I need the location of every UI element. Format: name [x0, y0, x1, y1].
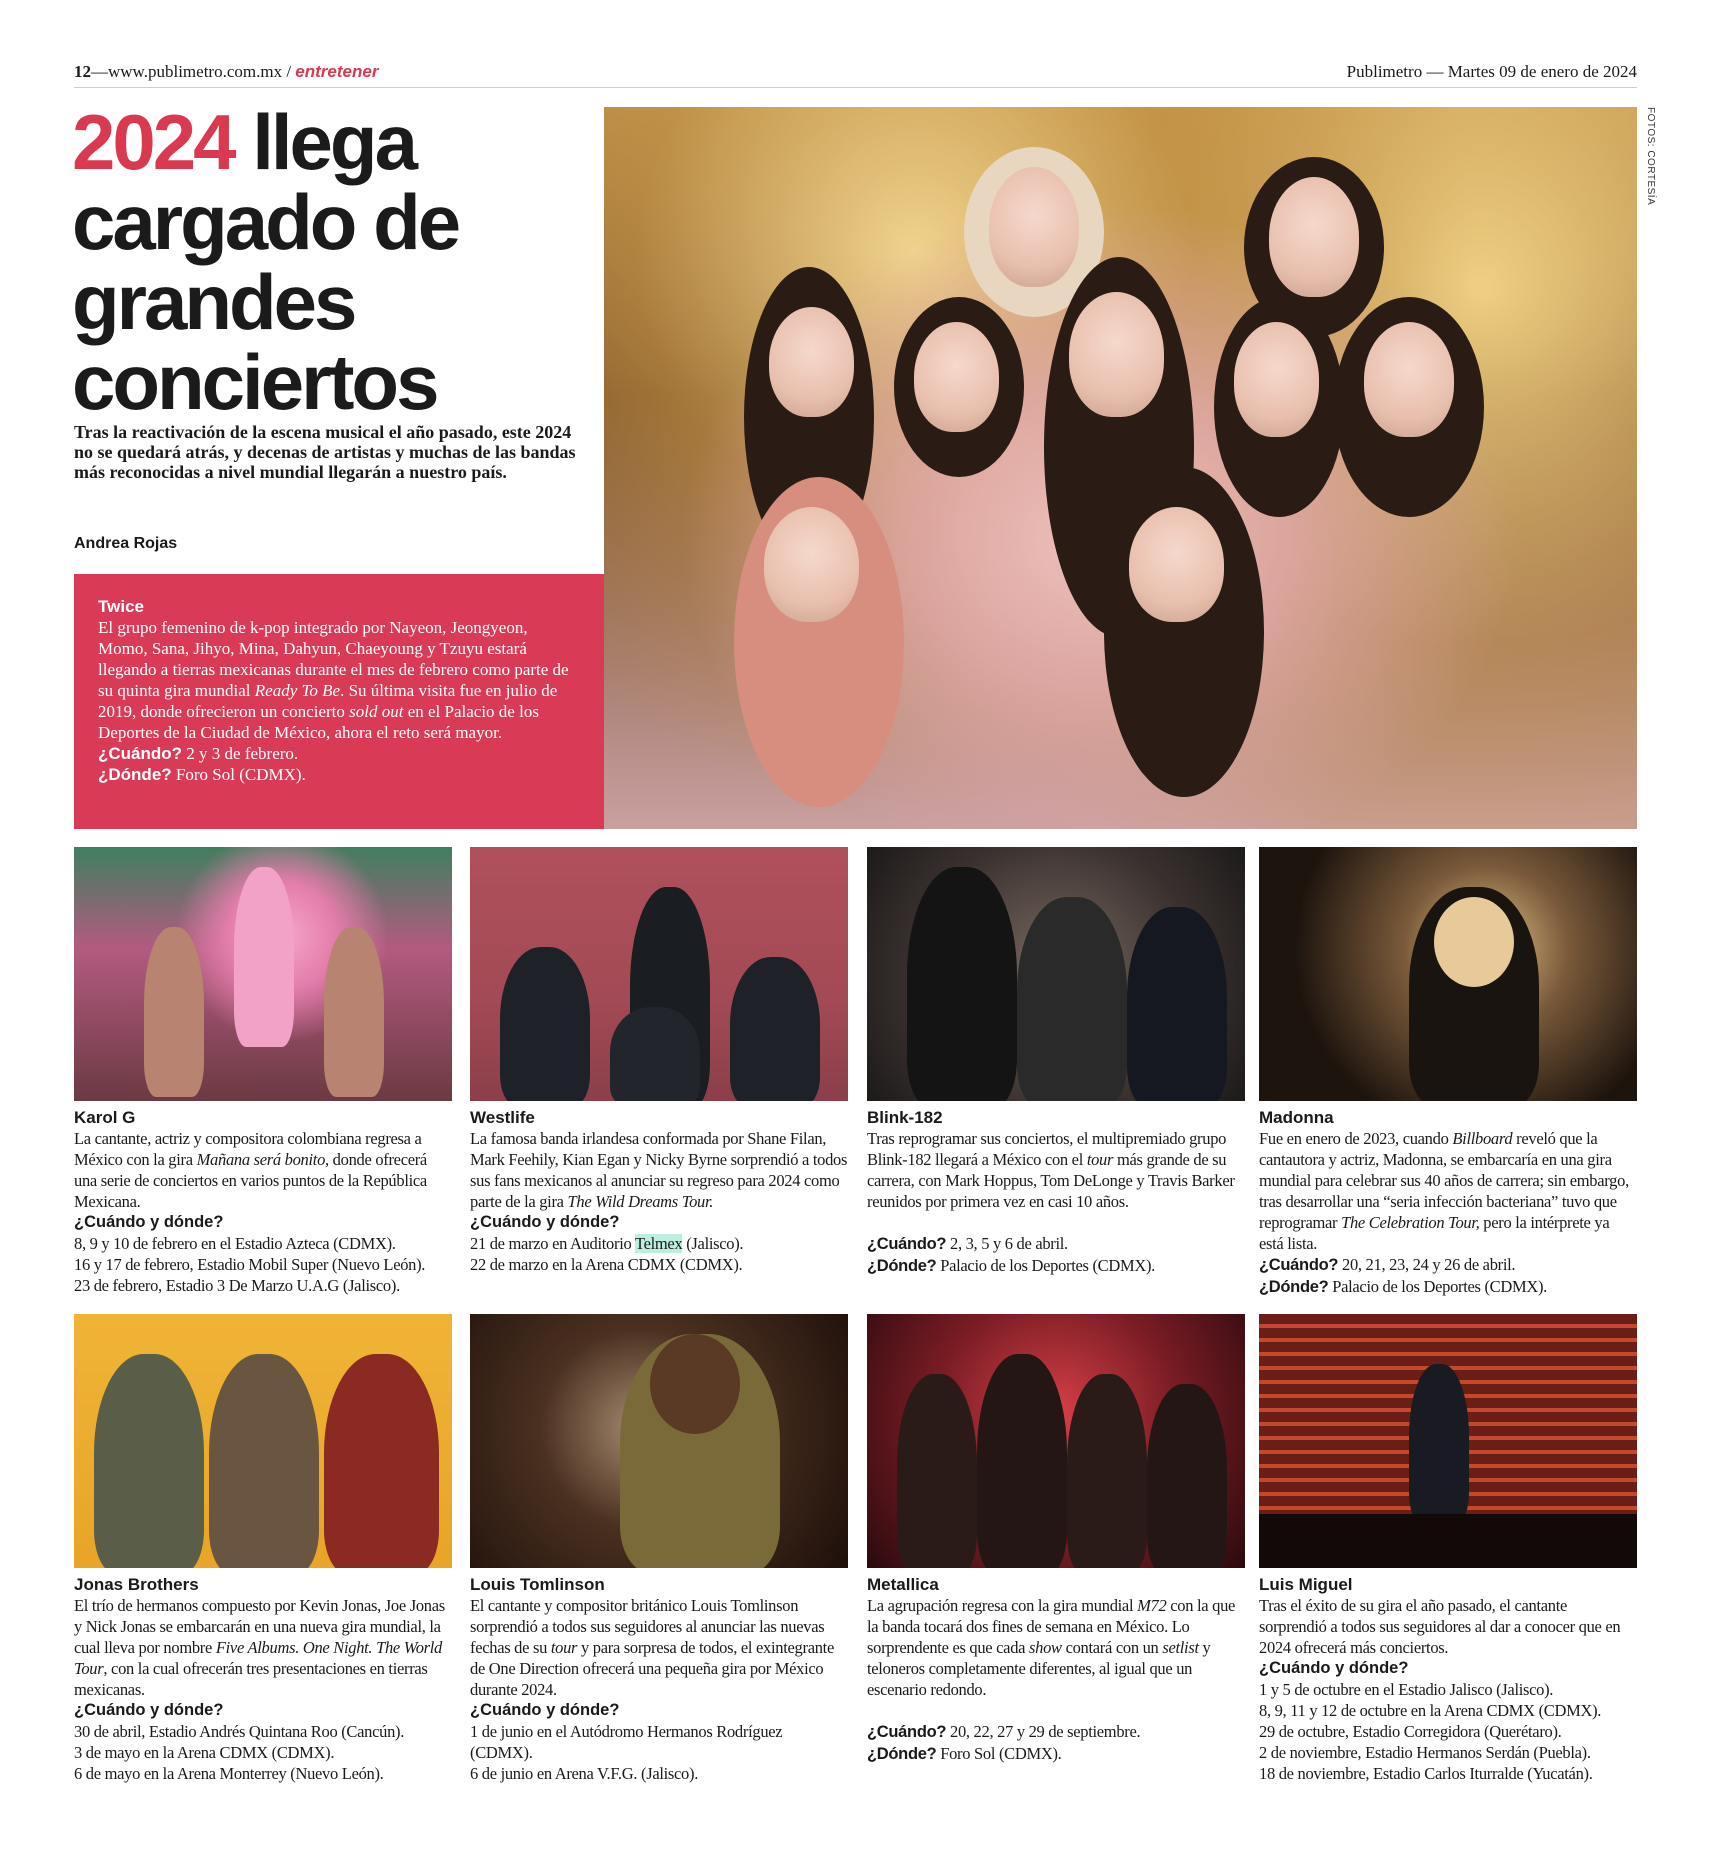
featured-sold-out: sold out [349, 702, 404, 721]
artist-name: Jonas Brothers [74, 1575, 199, 1594]
artist-description [867, 1128, 1245, 1212]
artist-description [1259, 1128, 1637, 1254]
page-number: 12 [74, 62, 91, 81]
face-shape [1234, 322, 1319, 437]
tour-name: Mañana será bonito, [196, 1150, 329, 1169]
when-label: ¿Cuándo? [867, 1723, 947, 1741]
description-text: Fue en enero de 2023, cuando [1259, 1129, 1453, 1148]
person-shape [897, 1374, 977, 1568]
description-text-4: y teloneros completamente diferentes, al igual que un escenario redondo. [867, 1638, 1211, 1699]
tour-word: tour [550, 1638, 578, 1657]
person-shape [1147, 1384, 1227, 1568]
where-value: Foro Sol (CDMX). [171, 765, 306, 784]
date-line: 2 de noviembre, Estadio Hermanos Serdán (Puebla). [1259, 1743, 1591, 1762]
date-line: 18 de noviembre, Estadio Carlos Iturralde (Yucatán). [1259, 1764, 1593, 1783]
featured-tour-name: Ready To Be [254, 681, 341, 700]
where-label: ¿Dónde? [98, 765, 172, 784]
featured-body [98, 617, 578, 743]
photo-madonna [1259, 847, 1637, 1101]
featured-body-text-2: . Su última visita fue en julio de 2019, donde ofrecieron un concierto [98, 681, 558, 721]
tour-name: Five Albums. One Night. The World Tour [74, 1638, 442, 1678]
where-line [867, 1743, 1245, 1765]
artist-name: Luis Miguel [1259, 1575, 1353, 1594]
featured-box-twice [74, 574, 604, 829]
featured-body-text-3: en el Palacio de los Deportes de la Ciudad de México, ahora el reto será mayor. [98, 702, 539, 742]
person-shape [500, 947, 590, 1101]
when-where-label: ¿Cuándo y dónde? [470, 1213, 620, 1231]
where-label: ¿Dónde? [1259, 1278, 1329, 1296]
performer-shape [234, 867, 294, 1047]
photo-credit [1642, 107, 1656, 217]
person-shape [94, 1354, 204, 1568]
where-value: Palacio de los Deportes (CDMX). [936, 1256, 1155, 1275]
card-westlife [470, 847, 848, 1275]
hero-photo-twice [604, 107, 1637, 829]
description-text-2: con la que la banda tocará dos fines de semana en México. Lo sorprendente es que cada [867, 1596, 1236, 1657]
card-louis-tomlinson [470, 1314, 848, 1784]
when-value: 20, 22, 27 y 29 de septiembre. [946, 1722, 1141, 1741]
headline [72, 98, 592, 426]
description-text: Tras reprogramar sus conciertos, el multipremiado grupo Blink-182 llegará a México con el [867, 1129, 1227, 1169]
artist-name: Blink-182 [867, 1108, 943, 1127]
featured-body-text: El grupo femenino de k-pop integrado por Nayeon, Jeongyeon, Momo, Sana, Jihyo, Mina, Dahyun, Chaeyoung y Tzuyu estará llegando a tierras mexicanas durante el mes de febrero como parte de su quinta gira mundial [98, 618, 569, 700]
where-value: Foro Sol (CDMX). [936, 1744, 1062, 1763]
highlighted-venue: Telmex [634, 1234, 683, 1253]
face-shape [769, 307, 854, 417]
where-line [867, 1255, 1245, 1277]
card-blink-182 [867, 847, 1245, 1277]
description-text-2: más grande de su carrera, con Mark Hoppus, Tom DeLonge y Travis Barker reunidos por primera vez en casi 10 años. [867, 1150, 1235, 1211]
when-value: 2 y 3 de febrero. [182, 744, 299, 763]
date-line: 6 de junio en Arena V.F.G. (Jalisco). [470, 1764, 699, 1783]
artist-description [470, 1595, 848, 1700]
date-text-2: (Jalisco). [682, 1234, 744, 1253]
description-text: El cantante y compositor británico Louis Tomlinson sorprendió a todos sus seguidores al anunciar las nuevas fechas de su [470, 1596, 825, 1657]
tour-name: M72 [1137, 1596, 1167, 1615]
featured-artist-name: Twice [98, 597, 144, 616]
description-text-2: donde ofrecerá una serie de conciertos en varios puntos de la República Mexicana. [74, 1150, 427, 1211]
artist-description [470, 1128, 848, 1212]
when-line [1259, 1254, 1637, 1276]
date-line: 22 de marzo en la Arena CDMX (CDMX). [470, 1255, 743, 1274]
description-text-2: reveló que la cantautora y actriz, Madonna, se embarcaría en una gira mundial para celebrar sus 40 años de carrera; sin embargo, tras desarrollar una “seria infección bacteriana” tuvo que reprogramar [1259, 1129, 1629, 1232]
when-value: 2, 3, 5 y 6 de abril. [946, 1234, 1068, 1253]
headline-year: 2024 [72, 98, 234, 186]
billboard-name: Billboard [1452, 1129, 1513, 1148]
date-line: 1 y 5 de octubre en el Estadio Jalisco (Jalisco). [1259, 1680, 1554, 1699]
deck-text: Tras la reactivación de la escena musical el año pasado, este 2024 no se quedará atrás, y decenas de artistas y muchas de las bandas más reconocidas a nivel mundial llegarán a nuestro país. [74, 422, 576, 482]
spacer [867, 1212, 1245, 1233]
section-name[interactable]: entretener [295, 62, 379, 81]
person-shape [1067, 1374, 1147, 1568]
person-shape [1127, 907, 1227, 1101]
card-luis-miguel [1259, 1314, 1637, 1784]
performer-shape [1409, 1364, 1469, 1524]
card-jonas-brothers [74, 1314, 452, 1784]
publication-date: Publimetro — Martes 09 de enero de 2024 [1346, 62, 1637, 81]
when-where-label: ¿Cuándo y dónde? [470, 1701, 620, 1719]
photo-metallica [867, 1314, 1245, 1568]
date-text: 21 de marzo en Auditorio [470, 1234, 635, 1253]
photo-westlife [470, 847, 848, 1101]
face-shape [1069, 292, 1164, 417]
date-line: 23 de febrero, Estadio 3 De Marzo U.A.G (Jalisco). [74, 1276, 400, 1295]
date-line: 16 y 17 de febrero, Estadio Mobil Super (Nuevo León). [74, 1255, 426, 1274]
description-text: La agrupación regresa con la gira mundial [867, 1596, 1138, 1615]
person-shape [209, 1354, 319, 1568]
photo-credit-text: FOTOS: CORTESÍA [1645, 107, 1656, 206]
where-label: ¿Dónde? [867, 1745, 937, 1763]
performer-head-shape [650, 1334, 740, 1434]
when-label: ¿Cuándo? [867, 1235, 947, 1253]
card-metallica [867, 1314, 1245, 1765]
card-madonna [1259, 847, 1637, 1298]
where-value: Palacio de los Deportes (CDMX). [1328, 1277, 1547, 1296]
date-line: 30 de abril, Estadio Andrés Quintana Roo (Cancún). [74, 1722, 405, 1741]
person-shape [730, 957, 820, 1101]
person-shape [610, 1007, 700, 1101]
photo-louis-tomlinson [470, 1314, 848, 1568]
date-line: 29 de octubre, Estadio Corregidora (Querétaro). [1259, 1722, 1562, 1741]
date-line: 8, 9 y 10 de febrero en el Estadio Azteca (CDMX). [74, 1234, 396, 1253]
when-where-label: ¿Cuándo y dónde? [1259, 1659, 1409, 1677]
when-label: ¿Cuándo? [1259, 1256, 1339, 1274]
setlist-word: setlist [1162, 1638, 1199, 1657]
description-text: La famosa banda irlandesa conformada por Shane Filan, Mark Feehily, Kian Egan y Nicky Byrne sorprendió a todos sus fans mexicanos al anunciar su regreso para 2024 como parte de la gira [470, 1129, 848, 1211]
performer-shape [324, 927, 384, 1097]
artist-name: Louis Tomlinson [470, 1575, 605, 1594]
when-line [867, 1721, 1245, 1743]
face-shape [989, 167, 1079, 287]
artist-name: Karol G [74, 1108, 136, 1127]
byline: Andrea Rojas [74, 535, 178, 552]
face-shape [764, 507, 859, 622]
card-karol-g [74, 847, 452, 1296]
description-text-2: y para sorpresa de todos, el exintegrante de One Direction ofrecerá una pequeña gira por México durante 2024. [470, 1638, 834, 1699]
where-label: ¿Dónde? [867, 1257, 937, 1275]
date-line: 1 de junio en el Autódromo Hermanos Rodríguez (CDMX). [470, 1722, 783, 1762]
person-shape [1017, 897, 1127, 1101]
header-left [74, 62, 378, 82]
face-shape [914, 322, 999, 432]
tour-word: tour [1086, 1150, 1114, 1169]
performer-shape [144, 927, 204, 1097]
description-text: La cantante, actriz y compositora colombiana regresa a México con la gira [74, 1129, 422, 1169]
artist-description: Tras el éxito de su gira el año pasado, el cantante sorprendió a todos sus seguidores al dar a conocer que en 2024 ofrecerá más conciertos. [1259, 1596, 1621, 1657]
when-label: ¿Cuándo? [98, 744, 183, 763]
tour-name: The Wild Dreams Tour. [567, 1192, 714, 1211]
date-line: 3 de mayo en la Arena CDMX (CDMX). [74, 1743, 335, 1762]
date-line [470, 1233, 848, 1254]
face-shape [1129, 507, 1224, 622]
date-line: 8, 9, 11 y 12 de octubre en la Arena CDMX (CDMX). [1259, 1701, 1602, 1720]
show-word: show [1029, 1638, 1062, 1657]
artist-description [74, 1595, 452, 1700]
description-text-3: pero la intérprete ya está lista. [1259, 1213, 1610, 1253]
photo-luis-miguel [1259, 1314, 1637, 1568]
when-where-label: ¿Cuándo y dónde? [74, 1701, 224, 1719]
audience-shape [1259, 1514, 1637, 1568]
when-value: 20, 21, 23, 24 y 26 de abril. [1338, 1255, 1516, 1274]
tour-name: The Celebration Tour, [1341, 1213, 1480, 1232]
description-text: El trío de hermanos compuesto por Kevin Jonas, Joe Jonas y Nick Jonas se embarcarán en una nueva gira mundial, la cual lleva por nombre [74, 1596, 445, 1657]
artist-name: Metallica [867, 1575, 939, 1594]
description-text-3: contará con un [1061, 1638, 1163, 1657]
photo-blink-182 [867, 847, 1245, 1101]
site-url[interactable]: —www.publimetro.com.mx / [91, 62, 292, 81]
photo-karol-g [74, 847, 452, 1101]
headline-text: llega cargado de grandes conciertos [72, 98, 459, 426]
face-shape [1364, 322, 1454, 437]
artist-description [74, 1128, 452, 1212]
artist-description [867, 1595, 1245, 1700]
face-shape [1269, 177, 1359, 297]
date-line: 6 de mayo en la Arena Monterrey (Nuevo León). [74, 1764, 384, 1783]
where-line [1259, 1276, 1637, 1298]
when-where-label: ¿Cuándo y dónde? [74, 1213, 224, 1231]
person-shape [324, 1354, 439, 1568]
performer-head-shape [1434, 897, 1514, 987]
description-text-2: , con la cual ofrecerán tres presentaciones en tierras mexicanas. [74, 1659, 428, 1699]
artist-name: Madonna [1259, 1108, 1334, 1127]
featured-when [98, 743, 578, 764]
featured-where [98, 764, 578, 785]
person-shape [977, 1354, 1067, 1568]
artist-name: Westlife [470, 1108, 535, 1127]
when-line [867, 1233, 1245, 1255]
photo-jonas-brothers [74, 1314, 452, 1568]
spacer [867, 1700, 1245, 1721]
person-shape [907, 867, 1017, 1101]
page-header [74, 62, 1637, 88]
